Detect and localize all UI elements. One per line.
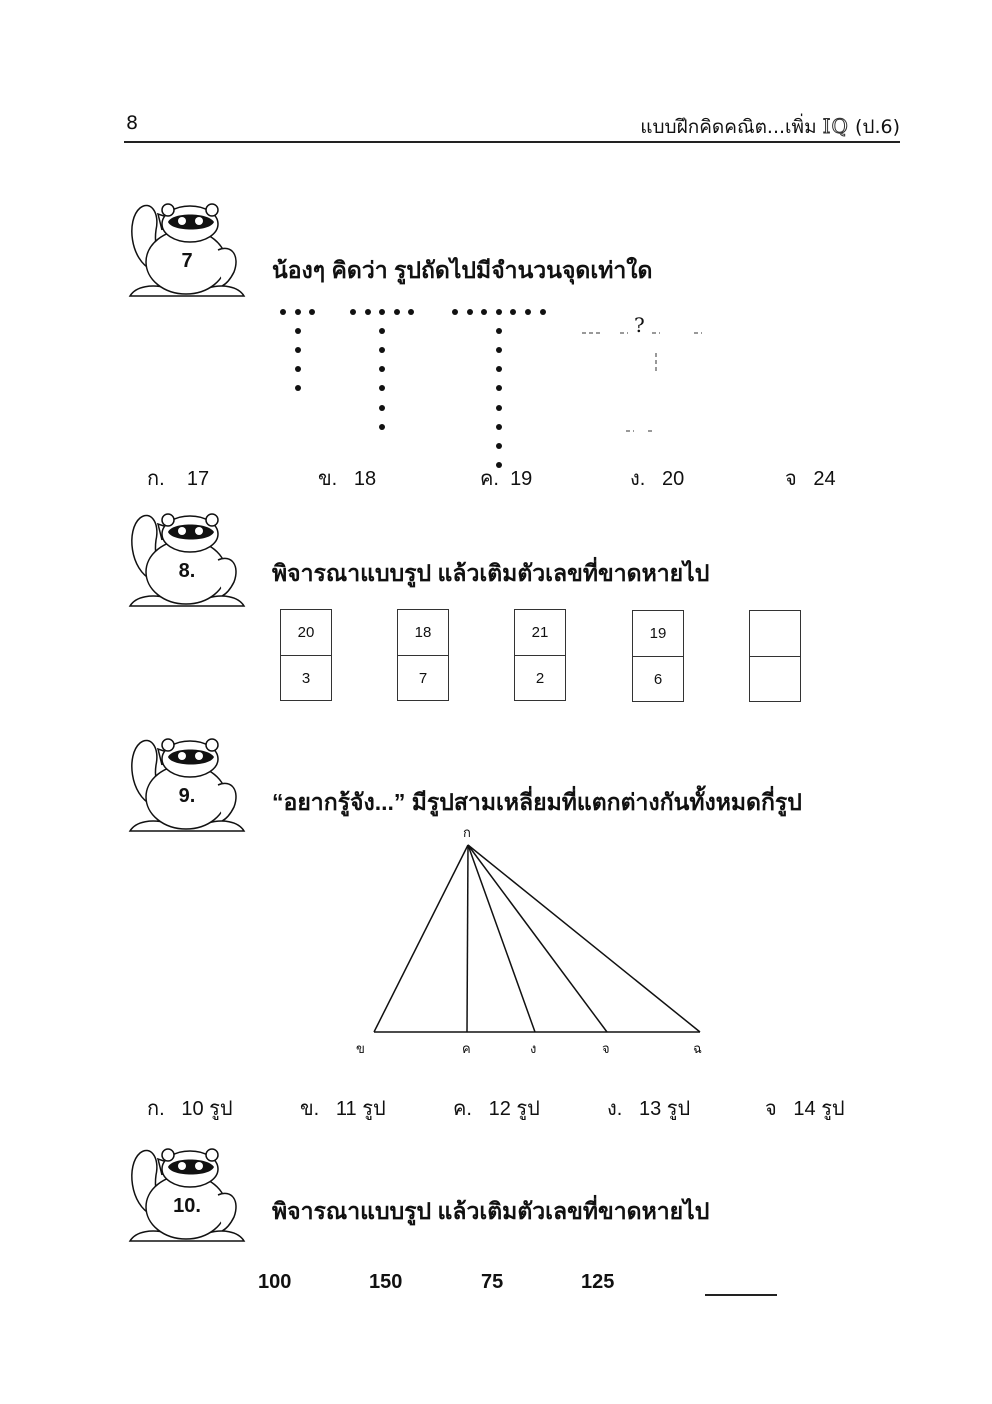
- dot: [496, 347, 502, 353]
- choice-e[interactable]: จ 24: [785, 468, 836, 490]
- question-9-text: “อยากรู้จัง...” มีรูปสามเหลี่ยมที่แตกต่างกันทั้งหมดกี่รูป: [272, 789, 802, 815]
- number-pair-box: 21 2: [514, 609, 566, 701]
- dot: [496, 366, 502, 372]
- raccoon-mascot-q7: [122, 200, 250, 300]
- dot: [496, 309, 502, 315]
- dot: [280, 309, 286, 315]
- choice-d[interactable]: ง. 13 รูป: [607, 1098, 691, 1120]
- question-number: 10.: [173, 1195, 201, 1217]
- dot: [295, 309, 301, 315]
- dot: [379, 424, 385, 430]
- dot: [510, 309, 516, 315]
- choice-a[interactable]: ก. 10 รูป: [147, 1098, 233, 1120]
- vertex-label-base: ข: [356, 1042, 365, 1057]
- dot: [496, 424, 502, 430]
- dot: [525, 309, 531, 315]
- vertex-label-base: ง: [530, 1042, 537, 1057]
- choice-b[interactable]: ข. 11 รูป: [300, 1098, 386, 1120]
- dot: [295, 385, 301, 391]
- dot: [467, 309, 473, 315]
- book-title: แบบฝึกคิดคณิต...เพิ่ม: [640, 116, 817, 138]
- page-number: 8: [126, 112, 139, 134]
- dot: [379, 309, 385, 315]
- vertex-label-apex: ก: [463, 826, 471, 841]
- sequence-item: 125: [581, 1271, 615, 1293]
- running-header: [640, 112, 900, 142]
- missing-top-cell[interactable]: [750, 611, 800, 657]
- choice-c[interactable]: ค. 19: [480, 468, 533, 490]
- missing-number-pair-box[interactable]: [749, 610, 801, 702]
- question-7-text: น้องๆ คิดว่า รูปถัดไปมีจำนวนจุดเท่าใด: [272, 257, 653, 283]
- dot: [379, 366, 385, 372]
- dot: [452, 309, 458, 315]
- triangle-figure: [340, 820, 740, 1060]
- dot: [295, 347, 301, 353]
- dot: [394, 309, 400, 315]
- choice-a[interactable]: ก. 17: [147, 468, 210, 490]
- dot: [408, 309, 414, 315]
- dot: [379, 405, 385, 411]
- dot: [379, 328, 385, 334]
- dot: [309, 309, 315, 315]
- dot: [496, 405, 502, 411]
- sequence-item: 75: [481, 1271, 504, 1293]
- choice-e[interactable]: จ 14 รูป: [765, 1098, 845, 1120]
- question-number: 8.: [178, 560, 196, 582]
- dot: [295, 366, 301, 372]
- raccoon-mascot-q8: [122, 510, 250, 610]
- dot: [379, 347, 385, 353]
- grade-label: (ป.6): [854, 116, 900, 138]
- dot: [350, 309, 356, 315]
- number-pair-box: 20 3: [280, 609, 332, 701]
- question-number: 9.: [178, 785, 196, 807]
- dot: [295, 328, 301, 334]
- number-pair-box: 18 7: [397, 609, 449, 701]
- header-divider: [124, 141, 900, 143]
- question-number: 7: [181, 250, 193, 272]
- dot: [496, 328, 502, 334]
- vertex-label-base: จ: [602, 1042, 610, 1057]
- dot: [496, 443, 502, 449]
- sequence-item: 100: [258, 1271, 292, 1293]
- next-figure-placeholder: [582, 313, 702, 443]
- choice-d[interactable]: ง. 20: [630, 468, 685, 490]
- triangle-diagram: [340, 820, 740, 1060]
- question-10-text: พิจารณาแบบรูป แล้วเติมตัวเลขที่ขาดหายไป: [272, 1198, 710, 1224]
- dot: [496, 385, 502, 391]
- dot: [540, 309, 546, 315]
- raccoon-mascot-q9: [122, 735, 250, 835]
- missing-bottom-cell[interactable]: [750, 657, 800, 702]
- choice-c[interactable]: ค. 12 รูป: [453, 1098, 540, 1120]
- raccoon-mascot-q10: [122, 1145, 250, 1245]
- dot: [379, 385, 385, 391]
- iq-mark: IQ: [822, 114, 849, 138]
- answer-blank[interactable]: [705, 1294, 777, 1296]
- choice-b[interactable]: ข. 18: [318, 468, 377, 490]
- sequence-item: 150: [369, 1271, 403, 1293]
- question-8-text: พิจารณาแบบรูป แล้วเติมตัวเลขที่ขาดหายไป: [272, 560, 710, 586]
- vertex-label-base: ค: [462, 1042, 471, 1057]
- question-mark: ?: [634, 313, 645, 337]
- vertex-label-base: ฉ: [693, 1042, 702, 1057]
- dot: [481, 309, 487, 315]
- number-pair-box: 19 6: [632, 610, 684, 702]
- dot: [365, 309, 371, 315]
